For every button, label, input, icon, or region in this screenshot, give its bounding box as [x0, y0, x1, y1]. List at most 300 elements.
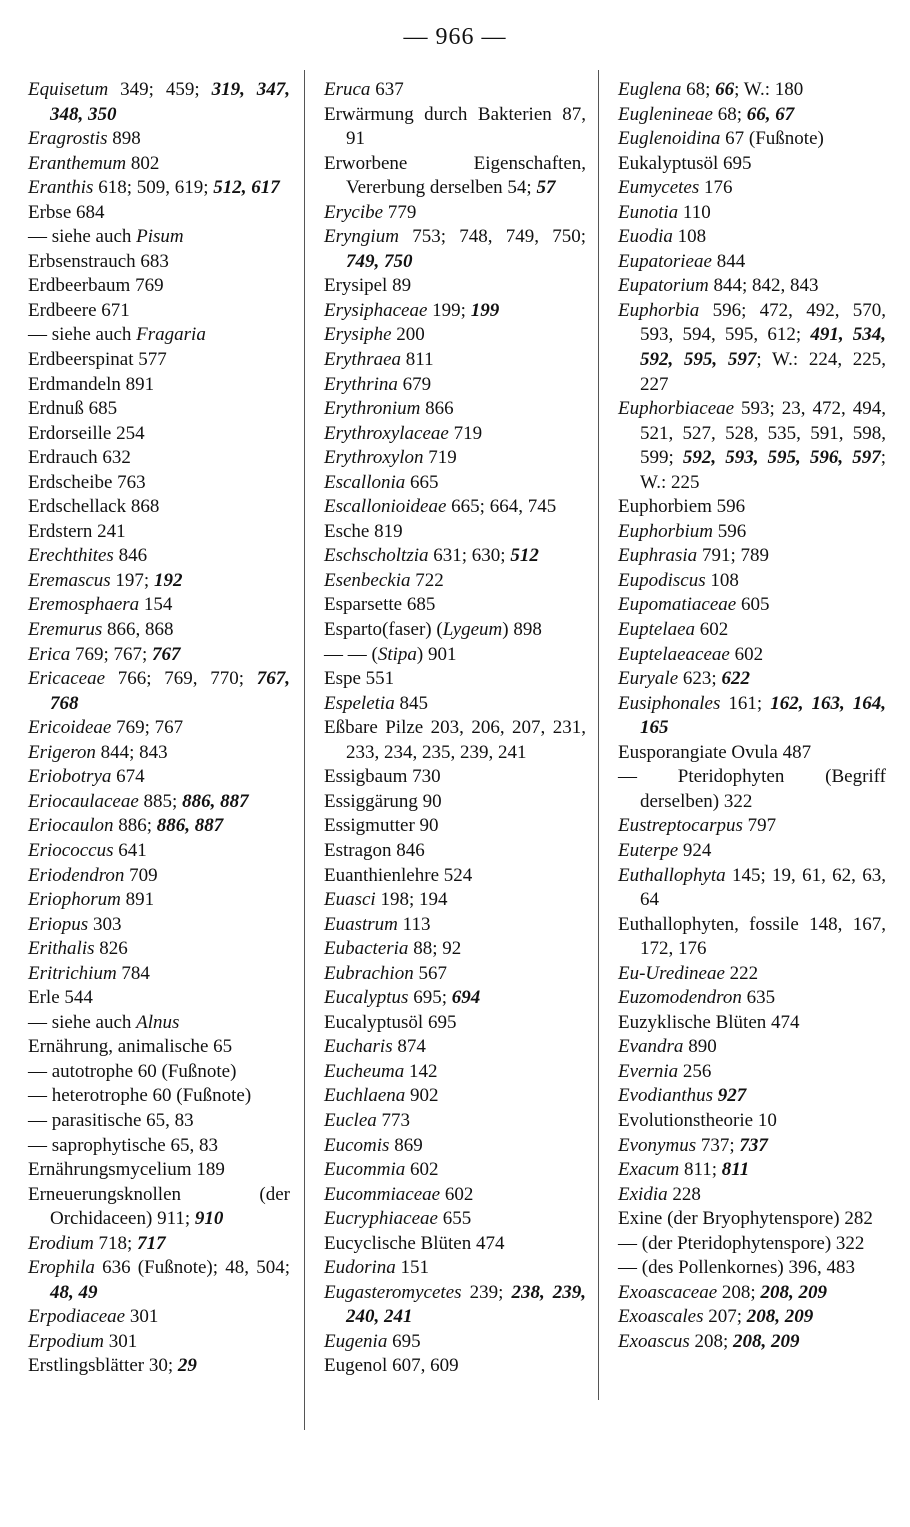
index-entry: [324, 520, 586, 545]
index-entry: [618, 1305, 886, 1330]
index-text: 637: [370, 79, 404, 100]
index-entry: [324, 422, 586, 447]
figure-reference: 737: [739, 1134, 768, 1156]
index-term-italic: Eritrichium: [28, 962, 117, 984]
index-entry: [618, 1232, 886, 1257]
index-entry: [28, 986, 290, 1011]
figure-reference: 208, 209: [733, 1330, 800, 1352]
index-entry: [618, 1158, 886, 1183]
index-term-italic: Stipa: [377, 643, 417, 665]
index-text: Erdschellack 868: [28, 496, 160, 518]
index-entry: [618, 250, 886, 275]
index-entry: [618, 618, 886, 643]
index-text: Esparto(faser) (: [324, 619, 443, 641]
index-entry: [324, 593, 586, 618]
index-entry: [618, 741, 886, 766]
index-text: 753; 748, 749, 750;: [398, 226, 586, 248]
index-term-italic: Erophila: [28, 1257, 95, 1279]
index-term-italic: Eriobotrya: [28, 766, 112, 788]
index-entry: [618, 962, 886, 987]
index-text: 108: [705, 569, 739, 591]
index-entry: [28, 127, 290, 152]
index-text: Erdorseille 254: [28, 422, 145, 444]
index-entry: [324, 913, 586, 938]
index-text: 68;: [681, 79, 716, 100]
index-text: 142: [404, 1060, 438, 1082]
index-text: 602: [695, 619, 729, 641]
index-term-italic: Evernia: [618, 1060, 679, 1082]
index-column-2: [324, 78, 586, 1379]
index-entry: [28, 471, 290, 496]
figure-reference: 767, 768: [50, 668, 290, 714]
index-text: 239;: [461, 1281, 512, 1303]
index-text: — Pteridophyten (Begriff derselben) 322: [618, 766, 886, 812]
index-text: 722: [410, 569, 444, 591]
index-term-italic: Escallonia: [324, 471, 406, 493]
index-text: 145; 19, 61, 62, 63, 64: [640, 864, 886, 911]
index-text: 208;: [689, 1330, 734, 1352]
index-text: 199;: [427, 299, 471, 321]
index-entry: [28, 1035, 290, 1060]
index-entry: [324, 1084, 586, 1109]
index-entry: [618, 692, 886, 741]
index-term-italic: Erythroxylon: [324, 447, 424, 469]
figure-reference: 749, 750: [346, 250, 413, 272]
index-text: 641: [113, 839, 147, 861]
index-text: Essigmutter 90: [324, 815, 439, 837]
index-text: 208;: [717, 1281, 761, 1303]
index-text: 773: [376, 1109, 411, 1131]
index-entry: [28, 544, 290, 569]
index-text: Erbse 684: [28, 201, 105, 223]
index-entry: [28, 888, 290, 913]
index-term-italic: Eranthis: [28, 177, 94, 199]
figure-reference: 927: [717, 1085, 747, 1107]
index-entry: [324, 495, 586, 520]
index-text: 719: [423, 447, 457, 469]
figure-reference: 622: [721, 668, 750, 690]
index-term-italic: Euptelaea: [618, 619, 696, 641]
index-text: 256: [678, 1060, 712, 1082]
index-entry: [324, 962, 586, 987]
index-term-italic: Eriophorum: [28, 889, 121, 911]
index-entry: [28, 937, 290, 962]
index-text: 567: [413, 962, 447, 984]
index-term-italic: Pisum: [136, 226, 184, 248]
figure-reference: 767: [152, 643, 181, 665]
index-term-italic: Euasci: [324, 889, 376, 911]
index-term-italic: Eunotia: [618, 201, 679, 223]
index-entry: [28, 176, 290, 201]
index-term-italic: Esenbeckia: [324, 569, 411, 591]
index-entry: [324, 299, 586, 324]
figure-reference: 57: [536, 177, 556, 199]
index-term-italic: Evandra: [618, 1036, 684, 1058]
index-text: — siehe auch: [28, 324, 137, 346]
index-entry: [618, 1109, 886, 1134]
figure-reference: 512, 617: [213, 177, 280, 199]
index-entry: [28, 765, 290, 790]
index-text: 791; 789: [697, 545, 769, 567]
index-text: Eucalyptusöl 695: [324, 1011, 457, 1033]
index-entry: [28, 348, 290, 373]
index-text: 655: [437, 1208, 472, 1230]
index-entry: [324, 373, 586, 398]
index-text: 635: [741, 987, 776, 1009]
index-text: Erdstern 241: [28, 520, 126, 542]
index-entry: [618, 569, 886, 594]
index-text: Erneuerungsknollen (der Orchidaceen) 911;: [28, 1183, 290, 1230]
index-text: 709: [124, 864, 158, 886]
index-term-italic: Euptelaeaceae: [618, 643, 730, 665]
index-text: Eukalyptusöl 695: [618, 152, 752, 174]
index-entry: [618, 1060, 886, 1085]
index-entry: [324, 765, 586, 790]
index-text: Erdnuß 685: [28, 398, 118, 420]
index-text: Euphorbiem 596: [618, 496, 746, 518]
index-text: Erysipel 89: [324, 275, 412, 297]
index-term-italic: Erythrina: [324, 373, 398, 395]
index-entry: [28, 790, 290, 815]
index-entry: [324, 544, 586, 569]
index-entry: [324, 323, 586, 348]
index-text: 301: [104, 1330, 138, 1352]
index-entry: [28, 569, 290, 594]
index-text: 602: [440, 1183, 474, 1205]
index-entry: [28, 495, 290, 520]
index-entry: [618, 1134, 886, 1159]
index-text: 108: [672, 226, 707, 248]
index-text: Exine (der Bryophytenspore) 282: [618, 1208, 873, 1230]
index-text: ) 901: [416, 643, 457, 665]
index-text: — saprophytische 65, 83: [28, 1134, 218, 1156]
figure-reference: 592, 593, 595, 596, 597: [682, 447, 881, 469]
index-entry: [618, 201, 886, 226]
index-text: 679: [397, 373, 432, 395]
index-text: Erworbene Eigenschaften, Vererbung derselben 54;: [324, 152, 586, 199]
index-term-italic: Alnus: [136, 1011, 180, 1033]
index-entry: [28, 913, 290, 938]
index-entry: [28, 373, 290, 398]
index-entry: [324, 839, 586, 864]
index-text: 874: [392, 1036, 426, 1058]
index-text: — parasitische 65, 83: [28, 1109, 194, 1131]
index-entry: [324, 1330, 586, 1355]
index-term-italic: Eudorina: [324, 1257, 396, 1279]
index-entry: [324, 618, 586, 643]
index-text: 718;: [93, 1232, 138, 1254]
index-entry: [324, 201, 586, 226]
index-text: 797: [742, 815, 777, 837]
index-text: 228: [667, 1183, 701, 1205]
index-entry: [28, 299, 290, 324]
index-entry: [324, 1035, 586, 1060]
index-entry: [324, 152, 586, 201]
index-entry: [324, 864, 586, 889]
index-entry: [618, 1330, 886, 1355]
index-entry: [28, 962, 290, 987]
index-entry: [618, 152, 886, 177]
index-entry: [324, 1060, 586, 1085]
figure-reference: 162, 163, 164, 165: [640, 692, 887, 739]
index-term-italic: Eriodendron: [28, 864, 125, 886]
index-entry: [28, 1011, 290, 1036]
index-text: Erstlingsblätter 30;: [28, 1355, 178, 1377]
index-text: 811;: [679, 1159, 722, 1181]
index-entry: [324, 643, 586, 668]
index-term-italic: Erysiphaceae: [324, 299, 428, 321]
index-entry: [618, 913, 886, 962]
index-entry: [324, 1354, 586, 1379]
index-entry: [618, 765, 886, 814]
figure-reference: 886, 887: [182, 790, 249, 812]
index-entry: [28, 446, 290, 471]
index-term-italic: Erigeron: [28, 741, 96, 763]
index-text: Esche 819: [324, 520, 403, 542]
index-text: 885;: [138, 790, 183, 812]
index-text: ; W.: 180: [734, 79, 804, 100]
index-term-italic: Eupodiscus: [618, 569, 706, 591]
index-term-italic: Eugenia: [324, 1330, 388, 1352]
index-text: 222: [724, 962, 759, 984]
index-term-italic: Eucryphiaceae: [324, 1208, 438, 1230]
index-term-italic: Euglena: [618, 79, 682, 100]
index-entry: [324, 78, 586, 103]
index-entry: [618, 667, 886, 692]
index-text: 779: [383, 201, 417, 223]
index-text: 866, 868: [102, 619, 174, 641]
index-text: 198; 194: [375, 889, 448, 911]
index-term-italic: Lygeum: [442, 619, 503, 641]
index-term-italic: Eucommiaceae: [324, 1183, 441, 1205]
index-text: — siehe auch: [28, 1011, 137, 1033]
figure-reference: 694: [451, 987, 481, 1009]
index-term-italic: Erithalis: [28, 938, 95, 960]
index-entry: [28, 1330, 290, 1355]
index-entry: [28, 520, 290, 545]
index-entry: [28, 1305, 290, 1330]
index-text: Essiggärung 90: [324, 790, 442, 812]
index-term-italic: Espeletia: [324, 692, 395, 714]
index-text: — autotrophe 60 (Fußnote): [28, 1060, 237, 1082]
index-entry: [618, 274, 886, 299]
index-text: 623;: [678, 668, 722, 690]
index-term-italic: Euclea: [324, 1109, 377, 1131]
index-text: Eucyclische Blüten 474: [324, 1232, 505, 1254]
index-term-italic: Eupomatiaceae: [618, 594, 737, 616]
index-term-italic: Euryale: [618, 668, 679, 690]
index-term-italic: Eugasteromycetes: [324, 1281, 462, 1303]
index-entry: [28, 323, 290, 348]
figure-reference: 717: [137, 1232, 166, 1254]
index-text: Euthallophyten, fossile 148, 167, 172, 176: [618, 913, 886, 960]
index-text: 88; 92: [408, 938, 462, 960]
index-entry: [324, 1281, 586, 1330]
index-text: Erbsenstrauch 683: [28, 250, 169, 272]
figure-reference: 238, 239, 240, 241: [346, 1281, 586, 1328]
index-text: Erwärmung durch Bakterien 87, 91: [324, 103, 586, 150]
index-term-italic: Euglenoidina: [618, 128, 721, 150]
index-entry: [28, 225, 290, 250]
index-term-italic: Eriopus: [28, 913, 89, 935]
index-text: 151: [395, 1257, 430, 1279]
figure-reference: 910: [194, 1208, 224, 1230]
index-text: 890: [683, 1036, 717, 1058]
index-term-italic: Euphorbia: [618, 299, 700, 321]
index-text: 802: [126, 152, 160, 174]
index-text: 695: [387, 1330, 421, 1352]
index-text: Erdscheibe 763: [28, 471, 146, 493]
index-term-italic: Eucharis: [324, 1036, 393, 1058]
index-entry: [28, 1183, 290, 1232]
index-term-italic: Equisetum: [28, 79, 109, 100]
index-entry: [324, 1232, 586, 1257]
index-text: 719: [448, 422, 483, 444]
index-term-italic: Euphorbiaceae: [618, 398, 735, 420]
index-term-italic: Eschscholtzia: [324, 545, 429, 567]
index-entry: [28, 397, 290, 422]
index-text: Eusporangiate Ovula 487: [618, 741, 812, 763]
index-entry: [324, 986, 586, 1011]
index-entry: [324, 1158, 586, 1183]
index-entry: [28, 1256, 290, 1305]
index-term-italic: Eruca: [324, 79, 371, 100]
index-entry: [324, 103, 586, 152]
index-entry: [324, 348, 586, 373]
index-entry: [618, 544, 886, 569]
index-text: 811: [401, 349, 434, 371]
index-entry: [324, 790, 586, 815]
index-term-italic: Eumycetes: [618, 177, 700, 199]
index-text: 602: [729, 643, 764, 665]
index-term-italic: Erysiphe: [324, 324, 392, 346]
index-text: 197;: [110, 569, 154, 591]
index-entry: [28, 1158, 290, 1183]
index-term-italic: Eragrostis: [28, 128, 108, 150]
index-text: — (der Pteridophytenspore) 322: [618, 1232, 865, 1254]
index-term-italic: Eucheuma: [324, 1060, 405, 1082]
figure-reference: 512: [510, 545, 539, 567]
index-text: — siehe auch: [28, 226, 137, 248]
index-text: 784: [116, 962, 150, 984]
index-entry: [618, 864, 886, 913]
index-entry: [324, 274, 586, 299]
index-entry: [324, 667, 586, 692]
index-entry: [618, 1256, 886, 1281]
figure-reference: 192: [153, 569, 183, 591]
index-term-italic: Eucomis: [324, 1134, 390, 1156]
index-entry: [324, 814, 586, 839]
index-text: — (des Pollenkornes) 396, 483: [618, 1257, 855, 1279]
index-text: ; W.: 225: [640, 447, 887, 493]
index-entry: [28, 1060, 290, 1085]
index-term-italic: Euphrasia: [618, 545, 698, 567]
index-entry: [324, 1183, 586, 1208]
index-entry: [324, 716, 586, 765]
index-entry: [28, 716, 290, 741]
index-text: 636 (Fußnote); 48, 504;: [94, 1257, 290, 1279]
index-entry: [28, 643, 290, 668]
index-entry: [28, 1232, 290, 1257]
index-entry: [618, 176, 886, 201]
index-text: Erdbeerbaum 769: [28, 275, 164, 297]
index-entry: [324, 1256, 586, 1281]
column-divider: [304, 70, 305, 1430]
index-term-italic: Eremascus: [28, 569, 111, 591]
index-entry: [28, 667, 290, 716]
index-term-italic: Euthallophyta: [618, 864, 726, 886]
index-entry: [324, 225, 586, 274]
index-text: Eugenol 607, 609: [324, 1355, 459, 1377]
index-term-italic: Eryngium: [324, 226, 399, 248]
index-term-italic: Eriococcus: [28, 839, 114, 861]
index-text: 631; 630;: [428, 545, 511, 567]
index-term-italic: Escallonioideae: [324, 496, 447, 518]
index-entry: [28, 1109, 290, 1134]
index-term-italic: Exidia: [618, 1183, 668, 1205]
index-text: 618; 509, 619;: [93, 177, 214, 199]
index-text: 596: [713, 520, 747, 542]
index-term-italic: Eremurus: [28, 619, 103, 641]
index-term-italic: Evonymus: [618, 1134, 697, 1156]
index-text: 695;: [408, 987, 452, 1009]
index-text: Estragon 846: [324, 839, 425, 861]
index-term-italic: Erodium: [28, 1232, 94, 1254]
index-text: 605: [736, 594, 770, 616]
index-entry: [618, 1084, 886, 1109]
index-text: Espe 551: [324, 668, 395, 690]
index-entry: [28, 422, 290, 447]
index-entry: [28, 864, 290, 889]
index-term-italic: Eupatorium: [618, 275, 709, 297]
index-term-italic: Euodia: [618, 226, 673, 248]
index-text: 113: [397, 913, 431, 935]
index-entry: [324, 888, 586, 913]
index-text: — heterotrophe 60 (Fußnote): [28, 1085, 252, 1107]
index-text: 902: [405, 1085, 439, 1107]
index-term-italic: Eubrachion: [324, 962, 414, 984]
figure-reference: 48, 49: [50, 1281, 98, 1303]
index-text: 924: [678, 839, 712, 861]
figure-reference: 66, 67: [746, 103, 795, 125]
index-term-italic: Exoascaceae: [618, 1281, 718, 1303]
index-text: 866: [420, 398, 454, 420]
index-entry: [28, 152, 290, 177]
index-term-italic: Eupatorieae: [618, 250, 712, 272]
index-text: 176: [699, 177, 733, 199]
index-text: 766; 769, 770;: [105, 668, 257, 690]
index-entry: [618, 397, 886, 495]
index-text: Esparsette 685: [324, 594, 436, 616]
index-term-italic: Eubacteria: [324, 938, 409, 960]
index-text: Essigbaum 730: [324, 766, 441, 788]
index-term-italic: Eranthemum: [28, 152, 127, 174]
index-entry: [324, 1207, 586, 1232]
index-term-italic: Erechthites: [28, 545, 114, 567]
index-entry: [28, 201, 290, 226]
index-entry: [324, 471, 586, 496]
index-text: 67 (Fußnote): [720, 128, 824, 150]
index-text: 665: [405, 471, 439, 493]
figure-reference: 886, 887: [156, 815, 224, 837]
index-text: Ernährung, animalische 65: [28, 1036, 233, 1058]
index-entry: [28, 250, 290, 275]
index-text: 769; 767: [111, 717, 184, 739]
index-text: 898: [107, 128, 141, 150]
index-entry: [28, 839, 290, 864]
index-text: 349; 459;: [108, 79, 212, 100]
index-text: Erdrauch 632: [28, 447, 131, 469]
